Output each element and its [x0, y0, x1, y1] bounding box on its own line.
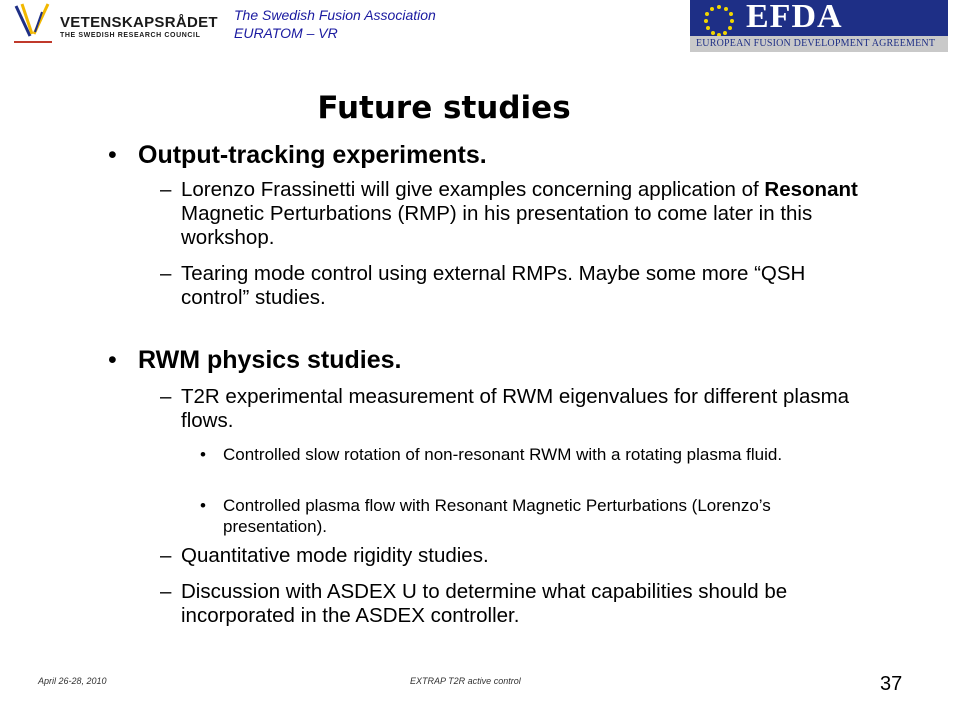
vetenskapsradet-logo: [14, 2, 218, 44]
eu-stars-icon: [696, 2, 742, 38]
bullet-glyph: •: [200, 496, 206, 515]
footer-date: April 26-28, 2010: [38, 676, 107, 686]
dash-glyph: –: [160, 262, 172, 285]
bullet-text: RWM physics studies.: [138, 346, 402, 374]
efda-subtitle: EUROPEAN FUSION DEVELOPMENT AGREEMENT: [696, 38, 936, 49]
subsubitem-text: Controlled plasma flow with Resonant Magnetic Perturbations (Lorenzo’s presentation).: [223, 496, 771, 536]
bullet-text: Output-tracking experiments.: [138, 141, 487, 169]
dash-glyph: –: [160, 580, 172, 603]
subitem-text-pre: Lorenzo Frassinetti will give examples concerning application of: [181, 178, 765, 201]
bullet-glyph: •: [200, 445, 206, 464]
dash-glyph: –: [160, 385, 172, 408]
dash-glyph: –: [160, 178, 172, 201]
efda-logo: [690, 0, 948, 52]
association-label: [234, 6, 436, 42]
subitem-text-bold: Resonant: [764, 178, 858, 201]
bullet-glyph: •: [108, 141, 117, 169]
association-line-2: EURATOM – VR: [234, 25, 338, 41]
association-line-1: The Swedish Fusion Association: [234, 7, 436, 23]
subitem-text: Tearing mode control using external RMPs. Maybe some more “QSH control” studies.: [181, 262, 806, 309]
vr-emblem-icon: [14, 2, 54, 44]
efda-title: EFDA: [746, 0, 843, 35]
footer-title: EXTRAP T2R active control: [410, 676, 521, 686]
subsubitem-text: Controlled slow rotation of non-resonant RWM with a rotating plasma fluid.: [223, 445, 783, 464]
bullet-glyph: •: [108, 346, 117, 374]
subitem-text: T2R experimental measurement of RWM eigenvalues for different plasma flows.: [181, 385, 850, 432]
subitem-text: Discussion with ASDEX U to determine what capabilities should be incorporated in the ASDEX controller.: [181, 580, 788, 627]
vr-name: VETENSKAPSRÅDET: [60, 14, 218, 31]
vr-subtitle: THE SWEDISH RESEARCH COUNCIL: [60, 32, 201, 39]
subitem-text: Quantitative mode rigidity studies.: [181, 544, 489, 567]
slide-title: Future studies: [317, 90, 571, 126]
dash-glyph: –: [160, 544, 172, 567]
subitem-text: [181, 178, 861, 250]
subitem-text-post: Magnetic Perturbations (RMP) in his presentation to come later in this workshop.: [181, 202, 813, 249]
page-number: 37: [880, 673, 903, 695]
